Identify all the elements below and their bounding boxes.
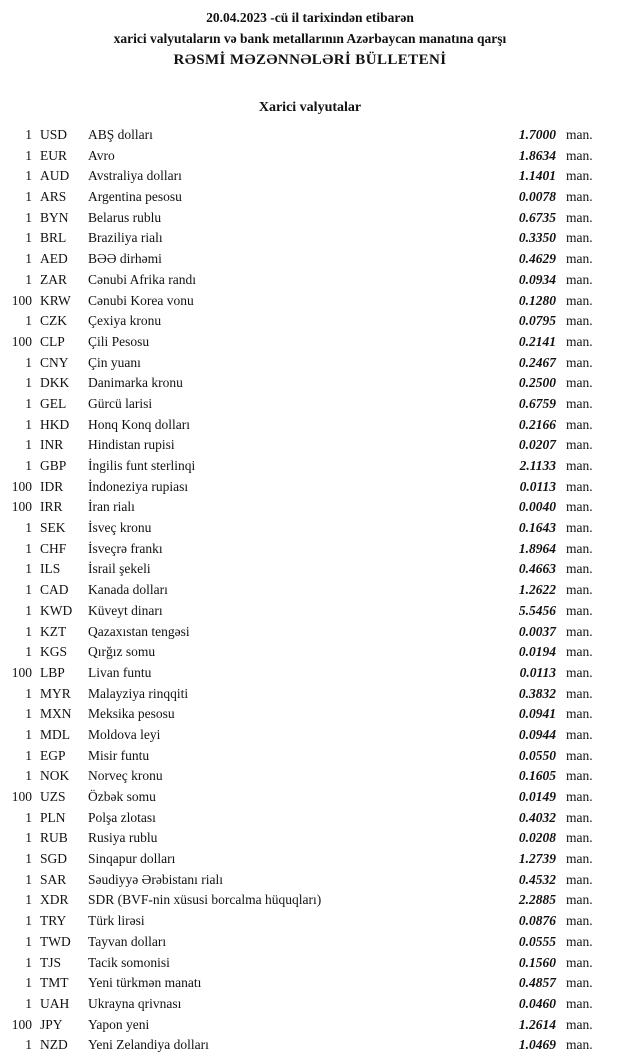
table-row: [0, 311, 620, 332]
rate-cell: 0.0078: [518, 189, 556, 205]
rate-cell: 0.4857: [518, 975, 556, 991]
table-row: [0, 353, 620, 374]
rate-cell: 0.3832: [518, 685, 556, 701]
quantity-cell: 1: [25, 127, 32, 142]
quantity-cell: 1: [25, 809, 32, 825]
currency-code-cell: CAD: [40, 582, 69, 598]
rate-cell: 0.0037: [518, 623, 556, 639]
currency-code-cell: JPY: [40, 1016, 63, 1032]
currency-code-cell: IRR: [40, 499, 63, 515]
quantity-cell: 1: [25, 913, 32, 929]
currency-name-cell: Tayvan dolları: [88, 933, 167, 949]
rate-cell: 5.5456: [518, 602, 556, 618]
quantity-cell: 1: [25, 602, 32, 618]
quantity-cell: 100: [11, 478, 32, 494]
quantity-cell: 1: [25, 851, 32, 867]
table-row: [0, 890, 620, 911]
quantity-cell: 1: [25, 830, 32, 846]
unit-cell: man.: [566, 395, 593, 411]
rate-cell: 0.0040: [518, 499, 556, 515]
quantity-cell: 100: [11, 292, 32, 308]
unit-cell: man.: [566, 437, 593, 453]
rate-cell: 0.0934: [518, 271, 556, 287]
quantity-cell: 1: [25, 313, 32, 329]
currency-code-cell: ZAR: [40, 271, 67, 287]
currency-name-cell: Yeni türkmən manatı: [88, 975, 202, 991]
unit-cell: man.: [566, 706, 593, 722]
unit-cell: man.: [566, 313, 593, 329]
currency-code-cell: KRW: [40, 292, 71, 308]
quantity-cell: 1: [25, 395, 32, 411]
currency-code-cell: KZT: [40, 623, 67, 639]
quantity-cell: 1: [25, 892, 32, 908]
currency-name-cell: Malayziya rinqqiti: [88, 685, 189, 701]
rate-cell: 0.3350: [518, 230, 556, 246]
unit-cell: man.: [566, 458, 593, 473]
rate-cell: 1.2614: [518, 1016, 556, 1032]
unit-cell: man.: [566, 726, 593, 742]
currency-name-cell: Qırğız somu: [88, 644, 156, 660]
unit-cell: man.: [566, 975, 593, 991]
currency-name-cell: BƏƏ dirhəmi: [88, 251, 162, 267]
table-row: [0, 270, 620, 291]
quantity-cell: 1: [25, 520, 32, 536]
table-row: [0, 166, 620, 187]
quantity-cell: 1: [25, 147, 32, 163]
table-row: [0, 663, 620, 684]
table-row: [0, 497, 620, 518]
rate-cell: 0.0194: [518, 644, 556, 660]
currency-code-cell: LBP: [40, 664, 65, 680]
quantity-cell: 1: [25, 168, 32, 184]
unit-cell: man.: [566, 251, 593, 267]
table-row: [0, 580, 620, 601]
currency-name-cell: Gürcü larisi: [88, 395, 153, 411]
quantity-cell: 1: [25, 189, 32, 205]
currency-name-cell: ABŞ dolları: [88, 127, 153, 142]
quantity-cell: 1: [25, 685, 32, 701]
currency-name-cell: İndoneziya rupiası: [88, 478, 189, 494]
currency-name-cell: İngilis funt sterlinqi: [88, 458, 196, 473]
rate-cell: 0.0113: [519, 478, 556, 494]
quantity-cell: 100: [11, 333, 32, 349]
rate-cell: 0.4532: [518, 871, 556, 887]
table-row: [0, 1015, 620, 1036]
rate-cell: 0.0207: [518, 437, 556, 453]
table-row: [0, 208, 620, 229]
currency-name-cell: Cənubi Afrika randı: [88, 271, 196, 287]
rate-cell: 0.0555: [518, 933, 556, 949]
table-row: [0, 766, 620, 787]
rate-cell: 1.8964: [518, 540, 556, 556]
rate-cell: 0.4663: [518, 561, 556, 577]
unit-cell: man.: [566, 913, 593, 929]
currency-code-cell: CZK: [40, 313, 67, 329]
currency-code-cell: EGP: [40, 747, 66, 763]
table-row: [0, 187, 620, 208]
table-row: [0, 622, 620, 643]
rate-cell: 1.1401: [518, 168, 556, 184]
table-row: [0, 787, 620, 808]
table-row: [0, 849, 620, 870]
unit-cell: man.: [566, 540, 593, 556]
currency-code-cell: ARS: [40, 189, 67, 205]
table-row: [0, 725, 620, 746]
currency-name-cell: Qazaxıstan tengəsi: [88, 623, 190, 639]
table-row: [0, 973, 620, 994]
unit-cell: man.: [566, 189, 593, 205]
quantity-cell: 1: [25, 354, 32, 370]
table-row: [0, 746, 620, 767]
currency-name-cell: Rusiya rublu: [88, 830, 158, 846]
currency-name-cell: Norveç kronu: [88, 768, 163, 784]
rate-cell: 0.2141: [518, 333, 556, 349]
unit-cell: man.: [566, 147, 593, 163]
currency-code-cell: USD: [40, 127, 68, 142]
currency-code-cell: RUB: [40, 830, 68, 846]
unit-cell: man.: [566, 1016, 593, 1032]
quantity-cell: 1: [25, 458, 32, 473]
unit-cell: man.: [566, 333, 593, 349]
rate-cell: 0.2500: [518, 375, 556, 391]
quantity-cell: 1: [25, 251, 32, 267]
quantity-cell: 100: [11, 789, 32, 804]
quantity-cell: 1: [25, 230, 32, 246]
currency-code-cell: INR: [40, 437, 64, 453]
unit-cell: man.: [566, 168, 593, 184]
rate-cell: 2.1133: [519, 458, 556, 473]
currency-name-cell: İran rialı: [88, 499, 135, 515]
unit-cell: man.: [566, 416, 593, 432]
currency-code-cell: BYN: [40, 209, 69, 225]
currency-code-cell: NZD: [40, 1037, 68, 1053]
rate-cell: 0.0208: [518, 830, 556, 846]
currency-code-cell: HKD: [40, 416, 70, 432]
currency-code-cell: SEK: [40, 520, 66, 536]
currency-code-cell: NOK: [40, 768, 70, 784]
currency-name-cell: Tacik somonisi: [88, 954, 170, 970]
rate-cell: 0.0876: [518, 913, 556, 929]
currency-code-cell: CHF: [40, 540, 67, 556]
unit-cell: man.: [566, 354, 593, 370]
quantity-cell: 100: [11, 1016, 32, 1032]
currency-name-cell: Səudiyyə Ərəbistanı rialı: [88, 871, 223, 887]
unit-cell: man.: [566, 623, 593, 639]
table-row: [0, 394, 620, 415]
unit-cell: man.: [566, 520, 593, 536]
table-row: [0, 456, 620, 477]
header-subtitle-line: xarici valyutaların və bank metallarının Azərbaycan manatına qarşı: [113, 31, 507, 46]
unit-cell: man.: [566, 685, 593, 701]
quantity-cell: 1: [25, 437, 32, 453]
currency-code-cell: BRL: [40, 230, 67, 246]
currency-code-cell: XDR: [40, 892, 69, 908]
unit-cell: man.: [566, 644, 593, 660]
rate-cell: 0.4032: [518, 809, 556, 825]
table-row: [0, 953, 620, 974]
table-row: [0, 228, 620, 249]
currency-name-cell: Ukrayna qrivnası: [88, 995, 182, 1011]
table-row: [0, 435, 620, 456]
currency-name-cell: Cənubi Korea vonu: [88, 292, 194, 308]
currency-name-cell: İsrail şekeli: [88, 561, 151, 577]
unit-cell: man.: [566, 375, 593, 391]
unit-cell: man.: [566, 809, 593, 825]
table-row: [0, 870, 620, 891]
currency-code-cell: MYR: [40, 685, 71, 701]
unit-cell: man.: [566, 664, 593, 680]
currency-name-cell: Yeni Zelandiya dolları: [88, 1037, 209, 1053]
quantity-cell: 1: [25, 706, 32, 722]
rate-cell: 0.1560: [518, 954, 556, 970]
currency-code-cell: ILS: [40, 561, 61, 577]
table-row: [0, 601, 620, 622]
quantity-cell: 1: [25, 954, 32, 970]
unit-cell: man.: [566, 954, 593, 970]
table-row: [0, 828, 620, 849]
currency-name-cell: Polşa zlotası: [88, 809, 156, 825]
currency-name-cell: İsveç kronu: [88, 520, 152, 536]
currency-name-cell: Danimarka kronu: [88, 375, 183, 391]
quantity-cell: 1: [25, 582, 32, 598]
quantity-cell: 1: [25, 747, 32, 763]
unit-cell: man.: [566, 499, 593, 515]
table-row: [0, 415, 620, 436]
table-row: [0, 932, 620, 953]
table-row: [0, 373, 620, 394]
unit-cell: man.: [566, 209, 593, 225]
quantity-cell: 1: [25, 768, 32, 784]
unit-cell: man.: [566, 292, 593, 308]
currency-code-cell: IDR: [40, 478, 64, 494]
currency-code-cell: CLP: [40, 333, 65, 349]
section-title-foreign-currencies: Xarici valyutalar: [258, 100, 362, 115]
table-row: [0, 291, 620, 312]
currency-name-cell: Meksika pesosu: [88, 706, 175, 722]
unit-cell: man.: [566, 478, 593, 494]
currency-code-cell: MXN: [40, 706, 72, 722]
currency-code-cell: UZS: [40, 789, 66, 804]
quantity-cell: 1: [25, 209, 32, 225]
table-row: [0, 704, 620, 725]
currency-name-cell: Avstraliya dolları: [88, 168, 182, 184]
currency-name-cell: Moldova leyi: [88, 726, 161, 742]
currency-code-cell: KGS: [40, 644, 68, 660]
document-header: [0, 0, 620, 71]
currency-code-cell: KWD: [40, 602, 73, 618]
currency-code-cell: TMT: [40, 975, 69, 991]
currency-name-cell: Çexiya kronu: [88, 313, 162, 329]
currency-code-cell: CNY: [40, 354, 69, 370]
rate-cell: 0.0460: [518, 995, 556, 1011]
table-row: [0, 684, 620, 705]
currency-code-cell: TWD: [40, 933, 71, 949]
quantity-cell: 1: [25, 561, 32, 577]
rate-cell: 0.4629: [518, 251, 556, 267]
unit-cell: man.: [566, 892, 593, 908]
rate-cell: 1.0469: [518, 1037, 556, 1053]
rate-cell: 0.0113: [519, 664, 556, 680]
unit-cell: man.: [566, 1037, 593, 1053]
rate-cell: 0.1280: [518, 292, 556, 308]
rate-cell: 0.6735: [518, 209, 556, 225]
unit-cell: man.: [566, 602, 593, 618]
rate-cell: 1.8634: [518, 147, 556, 163]
unit-cell: man.: [566, 747, 593, 763]
rate-cell: 0.0941: [518, 706, 556, 722]
quantity-cell: 1: [25, 271, 32, 287]
rate-cell: 1.2739: [518, 851, 556, 867]
currency-name-cell: Çili Pesosu: [88, 333, 150, 349]
rate-cell: 0.1643: [518, 520, 556, 536]
unit-cell: man.: [566, 933, 593, 949]
rate-cell: 0.0149: [518, 789, 556, 804]
currency-code-cell: AUD: [40, 168, 70, 184]
table-row: [0, 1035, 620, 1056]
rate-cell: 1.2622: [518, 582, 556, 598]
unit-cell: man.: [566, 582, 593, 598]
quantity-cell: 1: [25, 540, 32, 556]
table-row: [0, 249, 620, 270]
table-row: [0, 911, 620, 932]
document-title: RƏSMİ MƏZƏNNƏLƏRİ BÜLLETENİ: [173, 52, 447, 68]
unit-cell: man.: [566, 271, 593, 287]
quantity-cell: 1: [25, 1037, 32, 1053]
unit-cell: man.: [566, 768, 593, 784]
unit-cell: man.: [566, 851, 593, 867]
currency-name-cell: Hindistan rupisi: [88, 437, 175, 453]
currency-name-cell: Yapon yeni: [88, 1016, 150, 1032]
currency-name-cell: SDR (BVF-nin xüsusi borcalma hüquqları): [88, 892, 322, 908]
table-row: [0, 146, 620, 167]
quantity-cell: 100: [11, 499, 32, 515]
currency-code-cell: EUR: [40, 147, 67, 163]
quantity-cell: 1: [25, 375, 32, 391]
currency-code-cell: TRY: [40, 913, 67, 929]
currency-code-cell: SAR: [40, 871, 67, 887]
rate-cell: 0.2467: [518, 354, 556, 370]
quantity-cell: 100: [11, 664, 32, 680]
currency-code-cell: TJS: [40, 954, 62, 970]
currency-name-cell: Honq Konq dolları: [88, 416, 190, 432]
unit-cell: man.: [566, 871, 593, 887]
table-row: [0, 559, 620, 580]
quantity-cell: 1: [25, 623, 32, 639]
currency-name-cell: Livan funtu: [88, 664, 152, 680]
quantity-cell: 1: [25, 933, 32, 949]
currency-name-cell: İsveçrə frankı: [88, 540, 163, 556]
table-row: [0, 125, 620, 146]
rate-cell: 0.6759: [518, 395, 556, 411]
unit-cell: man.: [566, 561, 593, 577]
unit-cell: man.: [566, 830, 593, 846]
unit-cell: man.: [566, 789, 593, 804]
currency-name-cell: Özbək somu: [88, 789, 156, 804]
quantity-cell: 1: [25, 726, 32, 742]
table-row: [0, 642, 620, 663]
unit-cell: man.: [566, 230, 593, 246]
currency-code-cell: AED: [40, 251, 68, 267]
currency-code-cell: PLN: [40, 809, 66, 825]
table-row: [0, 539, 620, 560]
currency-name-cell: Kanada dolları: [88, 582, 168, 598]
rate-cell: 0.0795: [518, 313, 556, 329]
table-row: [0, 477, 620, 498]
header-date-line: 20.04.2023 -cü il tarixindən etibarən: [206, 10, 414, 25]
rate-cell: 0.2166: [518, 416, 556, 432]
table-row: [0, 332, 620, 353]
rates-table: [0, 125, 620, 1056]
rate-cell: 0.0944: [518, 726, 556, 742]
rate-cell: 2.2885: [518, 892, 556, 908]
currency-code-cell: SGD: [40, 851, 68, 867]
table-row: [0, 518, 620, 539]
quantity-cell: 1: [25, 995, 32, 1011]
currency-name-cell: Avro: [88, 147, 115, 163]
rate-cell: 1.7000: [518, 127, 556, 142]
unit-cell: man.: [566, 995, 593, 1011]
currency-name-cell: Argentina pesosu: [88, 189, 182, 205]
currency-name-cell: Küveyt dinarı: [88, 602, 163, 618]
rate-cell: 0.1605: [518, 768, 556, 784]
quantity-cell: 1: [25, 871, 32, 887]
currency-code-cell: DKK: [40, 375, 70, 391]
currency-name-cell: Misir funtu: [88, 747, 150, 763]
quantity-cell: 1: [25, 644, 32, 660]
currency-name-cell: Sinqapur dolları: [88, 851, 176, 867]
currency-code-cell: MDL: [40, 726, 70, 742]
quantity-cell: 1: [25, 975, 32, 991]
currency-name-cell: Belarus rublu: [88, 209, 162, 225]
table-row: [0, 994, 620, 1015]
rate-cell: 0.0550: [518, 747, 556, 763]
currency-name-cell: Türk lirəsi: [88, 913, 145, 929]
currency-code-cell: GBP: [40, 458, 67, 473]
currency-name-cell: Braziliya rialı: [88, 230, 163, 246]
quantity-cell: 1: [25, 416, 32, 432]
currency-code-cell: GEL: [40, 395, 67, 411]
currency-code-cell: UAH: [40, 995, 70, 1011]
table-row: [0, 808, 620, 829]
currency-name-cell: Çin yuanı: [88, 354, 141, 370]
unit-cell: man.: [566, 127, 593, 142]
